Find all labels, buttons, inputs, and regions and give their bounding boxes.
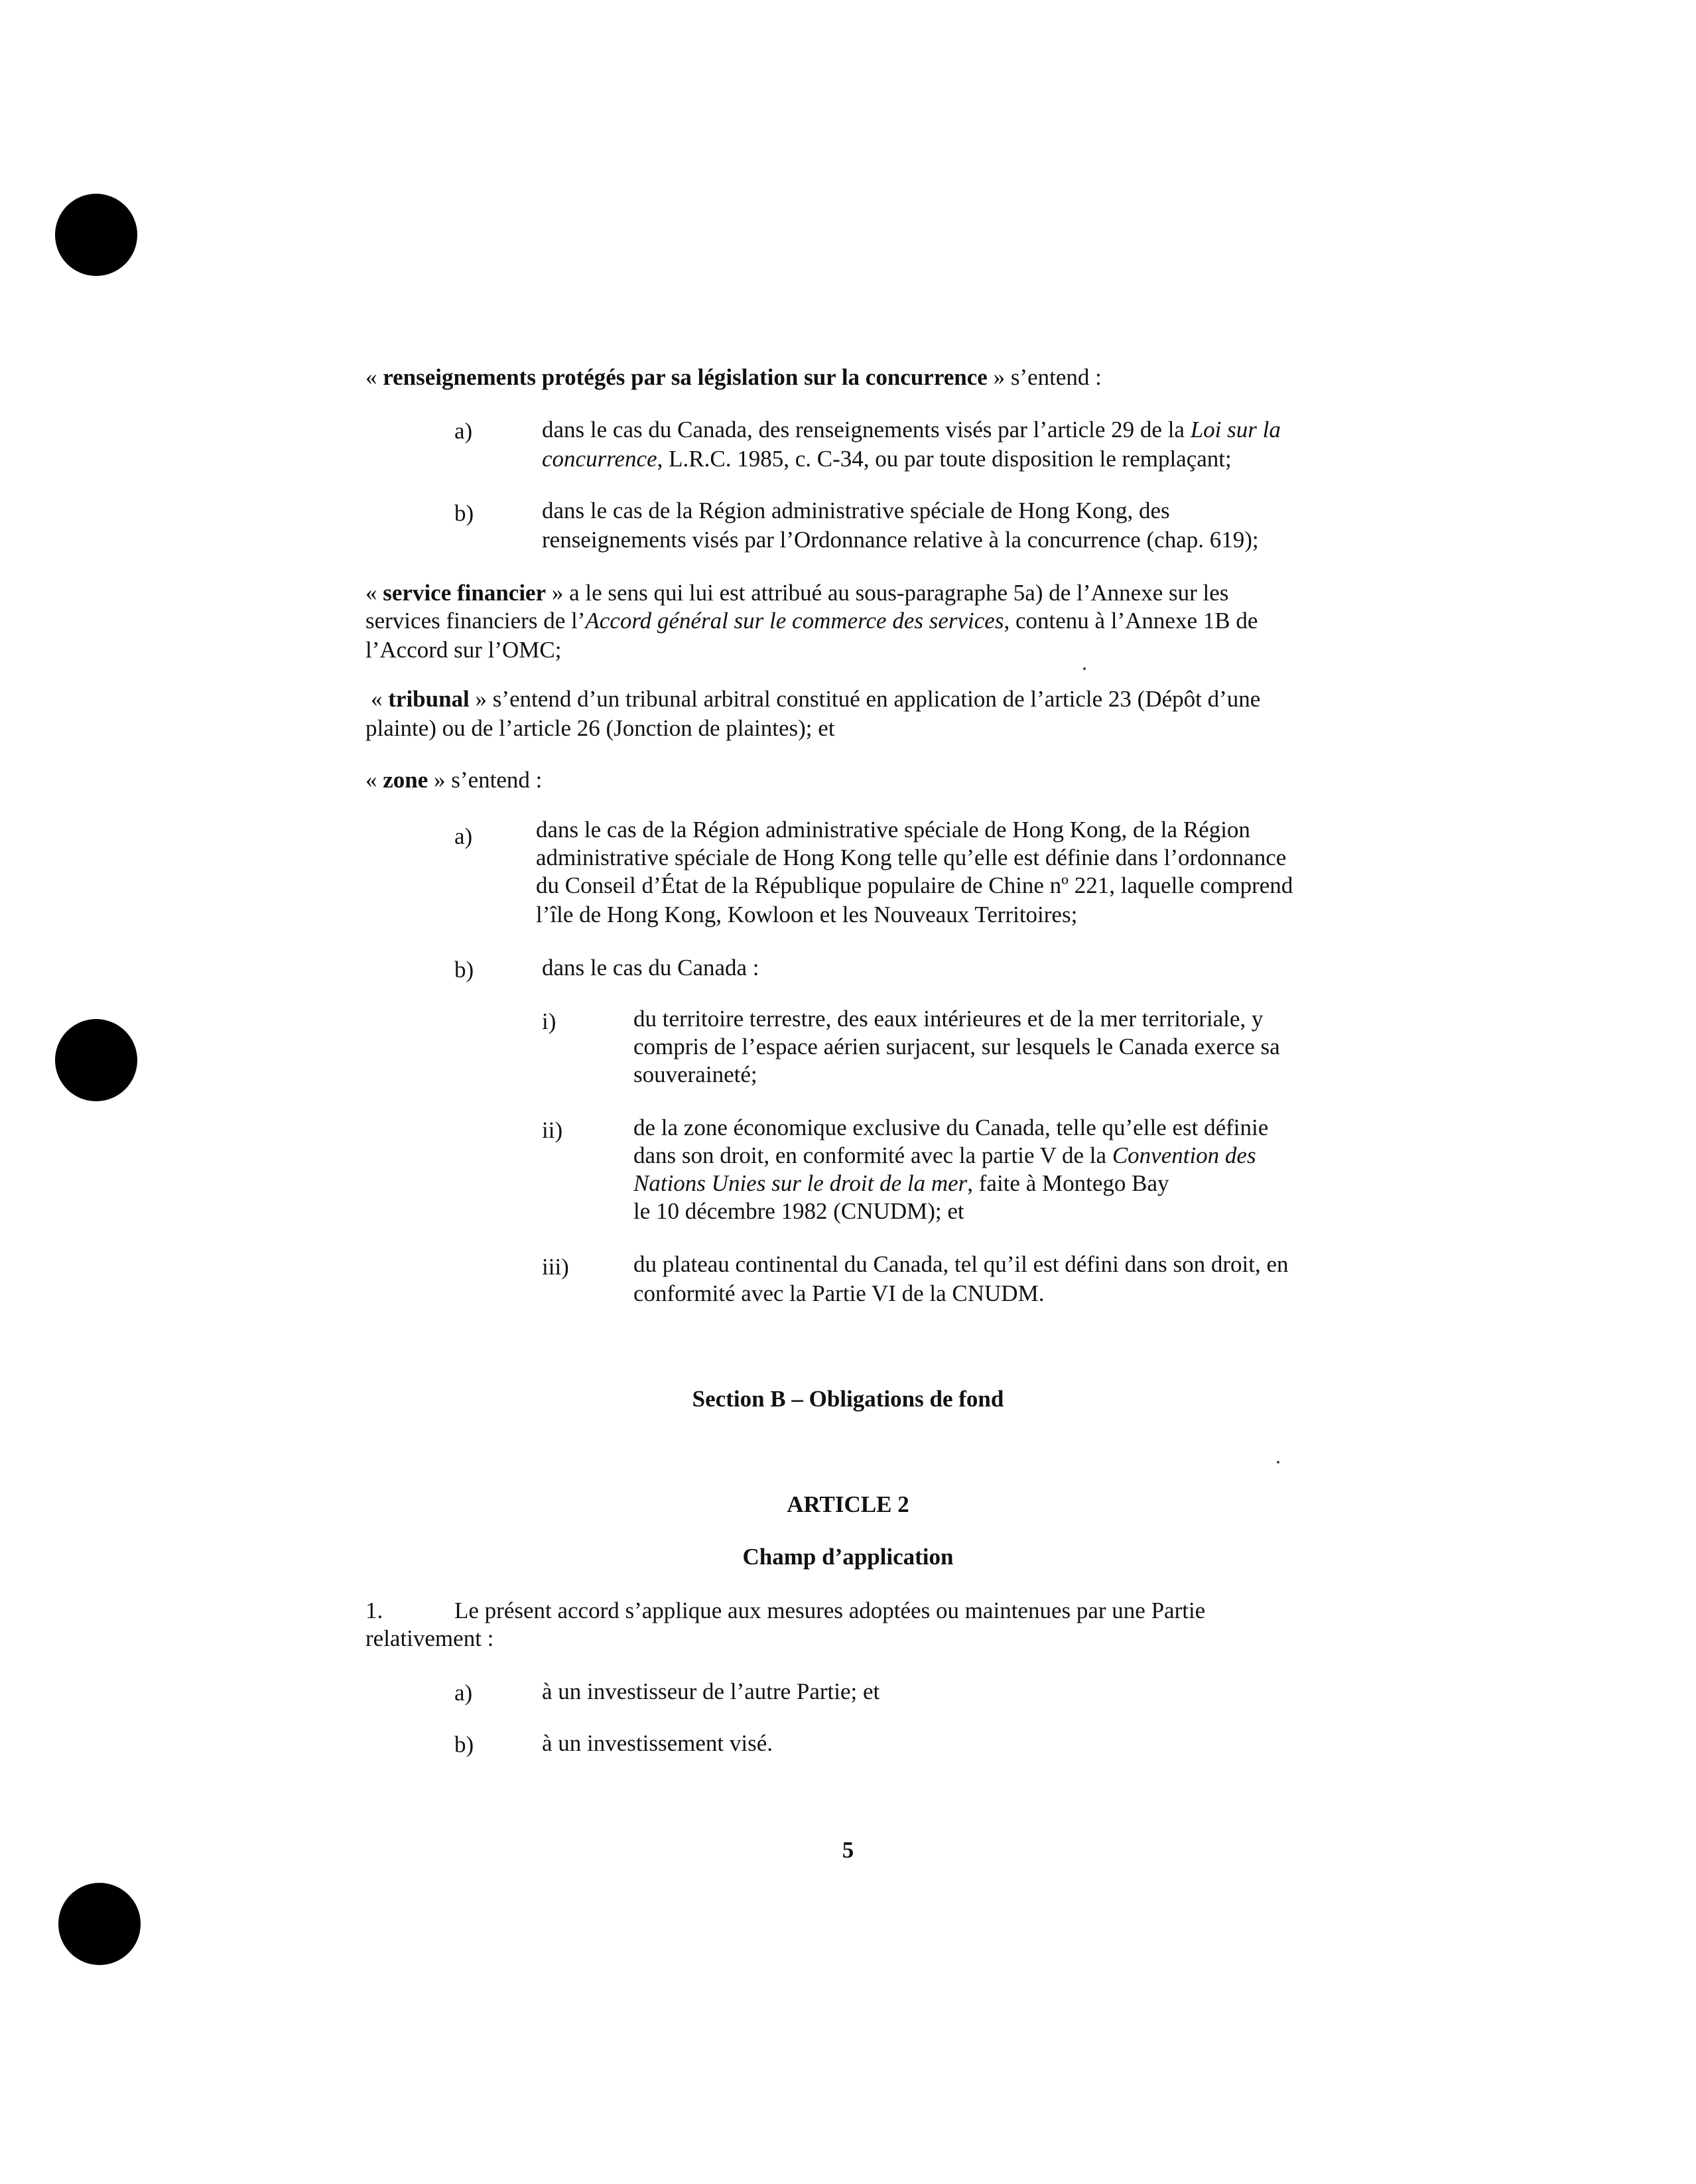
defined-term: service financier bbox=[383, 580, 547, 606]
subitem-ii-line: dans son droit, en conformité avec la partie V de la Convention des bbox=[633, 1142, 1256, 1168]
defined-term: zone bbox=[383, 767, 428, 793]
subitem-label-iii: iii) bbox=[542, 1254, 569, 1280]
subitem-ii-line: le 10 décembre 1982 (CNUDM); et bbox=[633, 1198, 964, 1224]
definition-tribunal: « tribunal » s’entend d’un tribunal arbitral constitué en application de l’article 23 (Dépôt d’une bbox=[371, 686, 1261, 712]
item-b-line: renseignements visés par l’Ordonnance relative à la concurrence (chap. 619); bbox=[542, 527, 1259, 553]
subitem-ii-line: Nations Unies sur le droit de la mer, faite à Montego Bay bbox=[633, 1170, 1169, 1196]
item-a-line: dans le cas du Canada, des renseignements visés par l’article 29 de la Loi sur la bbox=[542, 417, 1281, 443]
definition-renseignements: « renseignements protégés par sa législation sur la concurrence » s’entend : bbox=[365, 364, 1102, 390]
item-a-line: à un investisseur de l’autre Partie; et bbox=[542, 1678, 880, 1704]
page-number: 5 bbox=[842, 1837, 854, 1863]
definition-zone: « zone » s’entend : bbox=[365, 767, 543, 793]
item-label-b: b) bbox=[454, 957, 474, 983]
punch-hole-top bbox=[55, 194, 137, 276]
subitem-i-line: compris de l’espace aérien surjacent, sur lesquels le Canada exerce sa bbox=[633, 1034, 1280, 1059]
scan-speck bbox=[1083, 667, 1086, 670]
subitem-iii-line: conformité avec la Partie VI de la CNUDM. bbox=[633, 1280, 1045, 1306]
subitem-label-i: i) bbox=[542, 1008, 556, 1034]
item-label-b: b) bbox=[454, 1732, 474, 1757]
item-label-a: a) bbox=[454, 823, 473, 849]
scan-speck bbox=[1277, 1461, 1279, 1464]
subitem-i-line: du territoire terrestre, des eaux intérieures et de la mer territoriale, y bbox=[633, 1006, 1264, 1032]
item-label-a: a) bbox=[454, 1680, 473, 1706]
subitem-label-ii: ii) bbox=[542, 1117, 563, 1143]
item-a-line: administrative spéciale de Hong Kong telle qu’elle est définie dans l’ordonnance bbox=[536, 845, 1287, 870]
definition-line: services financiers de l’Accord général sur le commerce des services, contenu à l’Annexe 1B de bbox=[365, 608, 1258, 634]
definition-line: plainte) ou de l’article 26 (Jonction de plaintes); et bbox=[365, 715, 835, 741]
section-heading: Section B – Obligations de fond bbox=[692, 1386, 1004, 1412]
punch-hole-bottom bbox=[58, 1883, 141, 1965]
defined-term: renseignements protégés par sa législation sur la concurrence bbox=[383, 364, 988, 390]
punch-hole-middle bbox=[55, 1019, 137, 1101]
item-label-b: b) bbox=[454, 500, 474, 526]
item-b-line: dans le cas de la Région administrative spéciale de Hong Kong, des bbox=[542, 498, 1170, 523]
item-a-line: concurrence, L.R.C. 1985, c. C-34, ou par toute disposition le remplaçant; bbox=[542, 446, 1232, 472]
item-b-line: dans le cas du Canada : bbox=[542, 955, 759, 981]
defined-term: tribunal bbox=[388, 686, 470, 712]
item-a-line: l’île de Hong Kong, Kowloon et les Nouveaux Territoires; bbox=[536, 902, 1078, 927]
paragraph-line: relativement : bbox=[365, 1625, 494, 1651]
subitem-ii-line: de la zone économique exclusive du Canada, telle qu’elle est définie bbox=[633, 1115, 1269, 1140]
subitem-iii-line: du plateau continental du Canada, tel qu’il est défini dans son droit, en bbox=[633, 1251, 1289, 1277]
item-a-line: du Conseil d’État de la République populaire de Chine nº 221, laquelle comprend bbox=[536, 872, 1293, 898]
paragraph-line: Le présent accord s’applique aux mesures adoptées ou maintenues par une Partie bbox=[454, 1598, 1206, 1623]
article-title: Champ d’application bbox=[742, 1544, 954, 1570]
definition-service-financier: « service financier » a le sens qui lui est attribué au sous-paragraphe 5a) de l’Annexe sur les bbox=[365, 580, 1229, 606]
definition-line: l’Accord sur l’OMC; bbox=[365, 637, 562, 663]
item-label-a: a) bbox=[454, 418, 473, 444]
paragraph-number: 1. bbox=[365, 1598, 383, 1623]
article-number: ARTICLE 2 bbox=[787, 1491, 909, 1517]
item-b-line: à un investissement visé. bbox=[542, 1730, 773, 1756]
subitem-i-line: souveraineté; bbox=[633, 1061, 757, 1087]
item-a-line: dans le cas de la Région administrative spéciale de Hong Kong, de la Région bbox=[536, 817, 1250, 843]
